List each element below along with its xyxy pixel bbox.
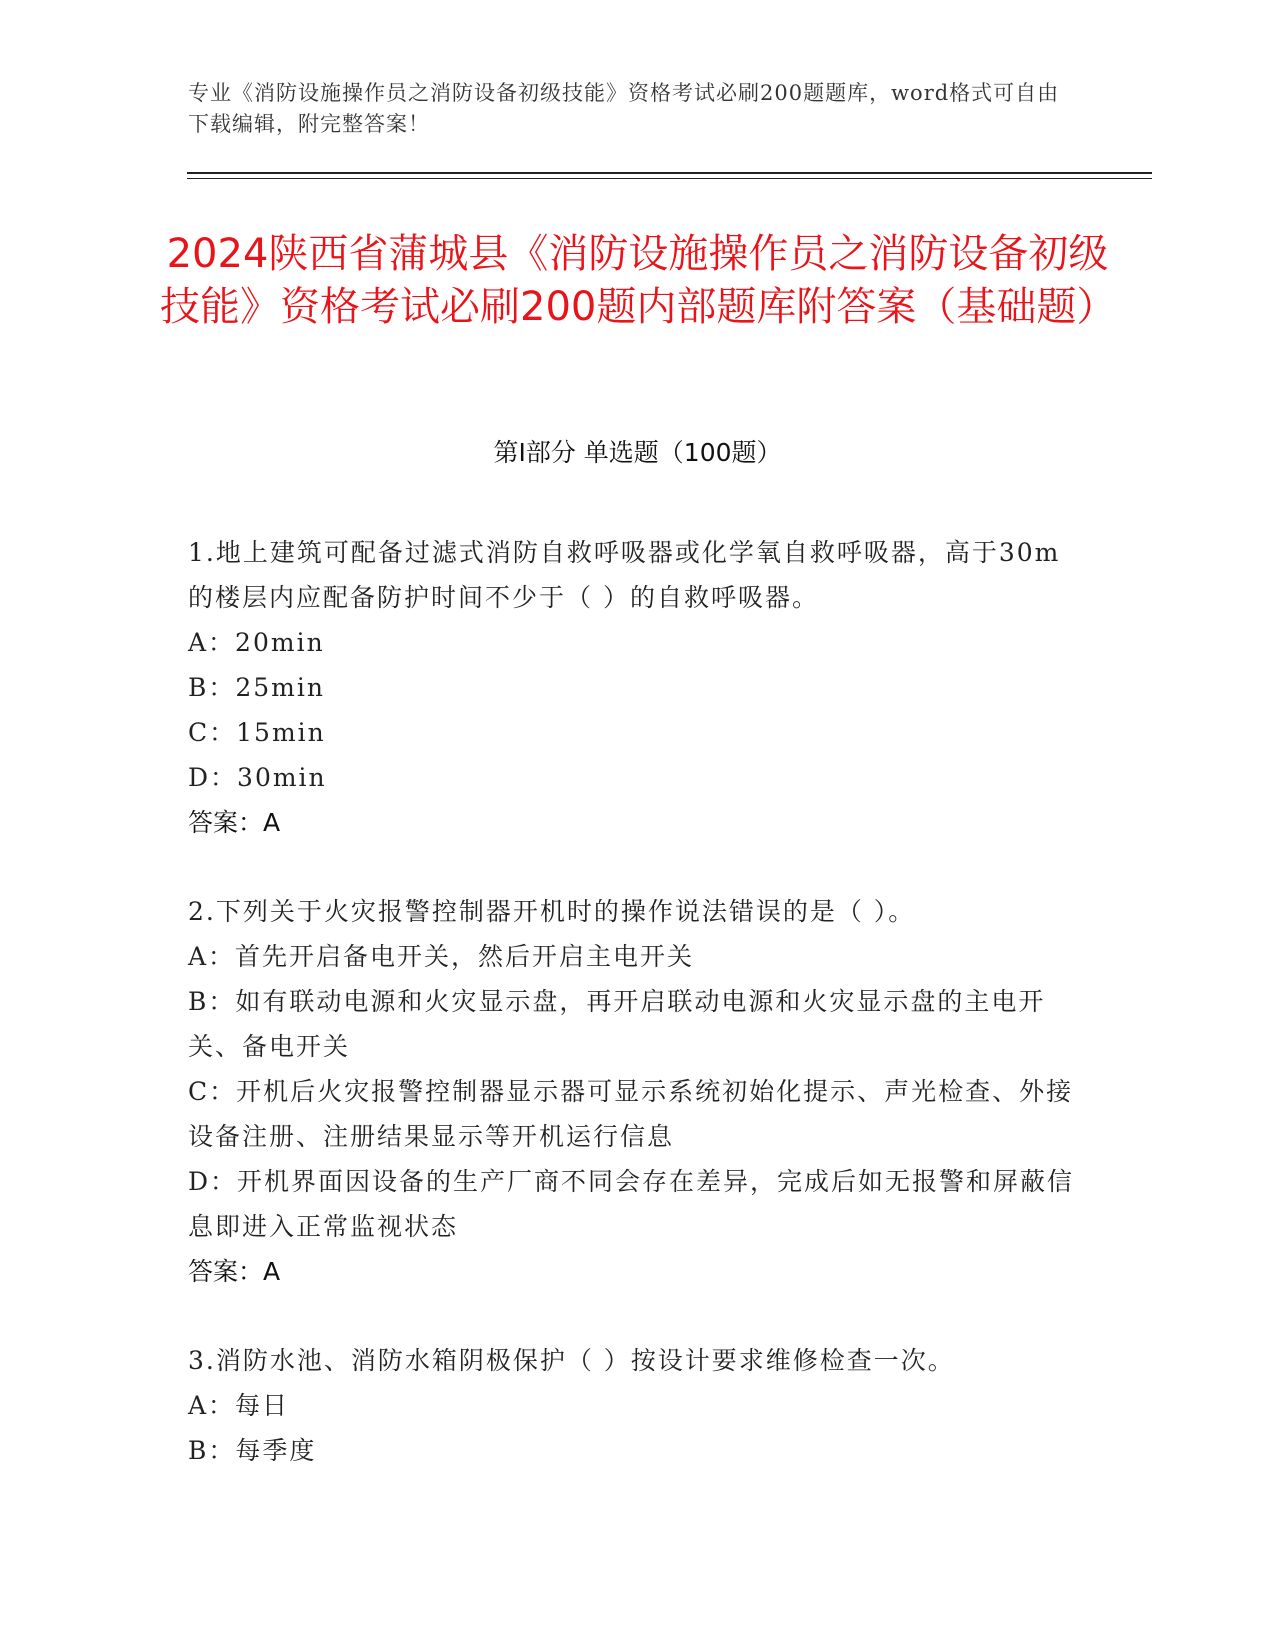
question-1 (188, 530, 1078, 845)
document-title: 2024陕西省蒲城县《消防设施操作员之消防设备初级技能》资格考试必刷200题内部题库附答案（基础题） (160, 231, 1117, 330)
header-rule-thick (187, 172, 1152, 174)
option-c: C：开机后火灾报警控制器显示器可显示系统初始化提示、声光检查、外接设备注册、注册结果显示等开机运行信息 (188, 1077, 1074, 1151)
question-stem: 3.消防水池、消防水箱阴极保护（ ）按设计要求维修检查一次。 (188, 1346, 955, 1375)
question-stem: 2.下列关于火灾报警控制器开机时的操作说法错误的是（ ）。 (188, 897, 916, 926)
header-note: 专业《消防设施操作员之消防设备初级技能》资格考试必刷200题题库，word格式可自由下载编辑，附完整答案！ (188, 81, 1060, 136)
question-2 (188, 889, 1078, 1294)
option-d: D：开机界面因设备的生产厂商不同会存在差异，完成后如无报警和屏蔽信息即进入正常监视状态 (188, 1167, 1075, 1241)
header-rule-thin (187, 178, 1152, 179)
option-a: A：每日 (188, 1391, 290, 1420)
answer-line: 答案：A (188, 808, 281, 837)
answer-line: 答案：A (188, 1257, 281, 1286)
option-d: D：30min (188, 763, 327, 792)
option-c: C：15min (188, 718, 326, 747)
option-a: A：20min (188, 628, 325, 657)
option-b: B：如有联动电源和火灾显示盘，再开启联动电源和火灾显示盘的主电开关、备电开关 (188, 987, 1046, 1061)
option-a: A：首先开启备电开关，然后开启主电开关 (188, 942, 695, 971)
option-b: B：每季度 (188, 1436, 317, 1465)
question-list (188, 530, 1078, 1517)
question-stem: 1.地上建筑可配备过滤式消防自救呼吸器或化学氧自救呼吸器，高于30m的楼层内应配备防护时间不少于（ ）的自救呼吸器。 (188, 538, 1061, 612)
section-heading: 第Ⅰ部分 单选题（100题） (493, 438, 782, 467)
question-3 (188, 1338, 1078, 1473)
option-b: B：25min (188, 673, 325, 702)
